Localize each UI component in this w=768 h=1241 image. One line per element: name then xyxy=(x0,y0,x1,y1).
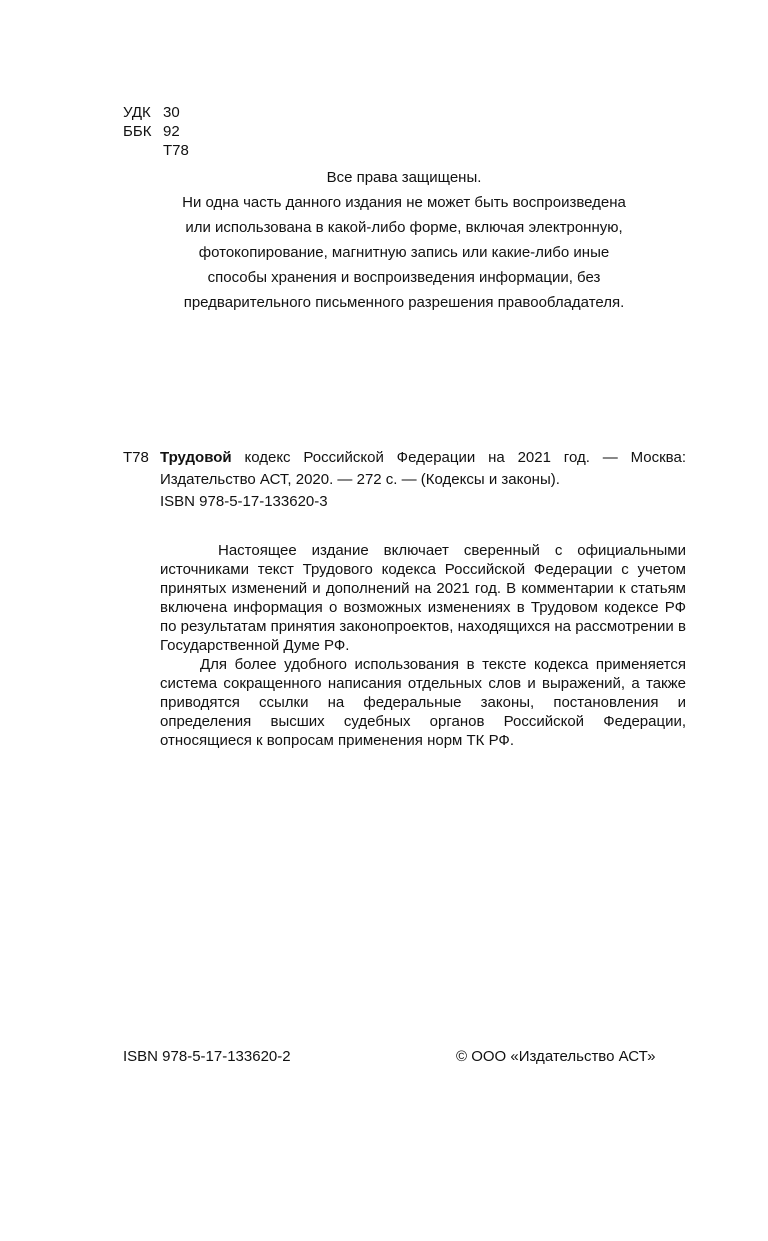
udk-label: УДК xyxy=(123,104,151,121)
catalog-isbn: ISBN 978-5-17-133620-3 xyxy=(160,493,328,510)
udk-value: 30 xyxy=(163,104,180,121)
bbk-value: 92 xyxy=(163,123,180,140)
annotation-paragraph-1: Настоящее издание включает сверенный с официальными источниками текст Трудового кодекса Российской Федерации с учетом принятых изменений и дополнений на 2021 год. В комментарии к статьям включена информация о возможных изменениях в Трудовом кодексе РФ по результатам принятия законопроектов, находящихся на рассмотрении в Государственной Думе РФ. xyxy=(160,542,686,654)
rights-line-1: Все права защищены. xyxy=(326,169,482,186)
footer-isbn: ISBN 978-5-17-133620-2 xyxy=(123,1048,291,1065)
annotation xyxy=(160,541,686,750)
rights-line-4: фотокопирование, магнитную запись или какие-либо иные xyxy=(198,244,610,261)
rights-line-3: или использована в какой-либо форме, включая электронную, xyxy=(185,219,623,236)
catalog-title-rest: кодекс Российской Федерации на 2021 год. — Москва: Издательство АСТ, 2020. — 272 с. — (Кодексы и законы). xyxy=(160,449,686,488)
rights-line-6: предварительного письменного разрешения правообладателя. xyxy=(183,294,625,311)
catalog-description xyxy=(160,447,686,491)
bbk-label: ББК xyxy=(123,123,152,140)
author-mark-value: Т78 xyxy=(163,142,189,159)
annotation-paragraph-2: Для более удобного использования в тексте кодекса применяется система сокращенного написания отдельных слов и выражений, а также приводятся ссылки на федеральные законы, постановления и определения высших судебных органов Российской Федерации, относящиеся к вопросам применения норм ТК РФ. xyxy=(160,656,686,749)
footer-copyright: © ООО «Издательство АСТ» xyxy=(456,1048,656,1065)
bbk-row xyxy=(123,122,180,142)
catalog-code: Т78 xyxy=(123,449,149,466)
rights-line-2: Ни одна часть данного издания не может быть воспроизведена xyxy=(182,194,626,211)
catalog-title-bold: Трудовой xyxy=(160,449,232,466)
author-mark-row xyxy=(123,141,189,161)
udk-row xyxy=(123,103,180,123)
rights-line-5: способы хранения и воспроизведения информации, без xyxy=(207,269,601,286)
